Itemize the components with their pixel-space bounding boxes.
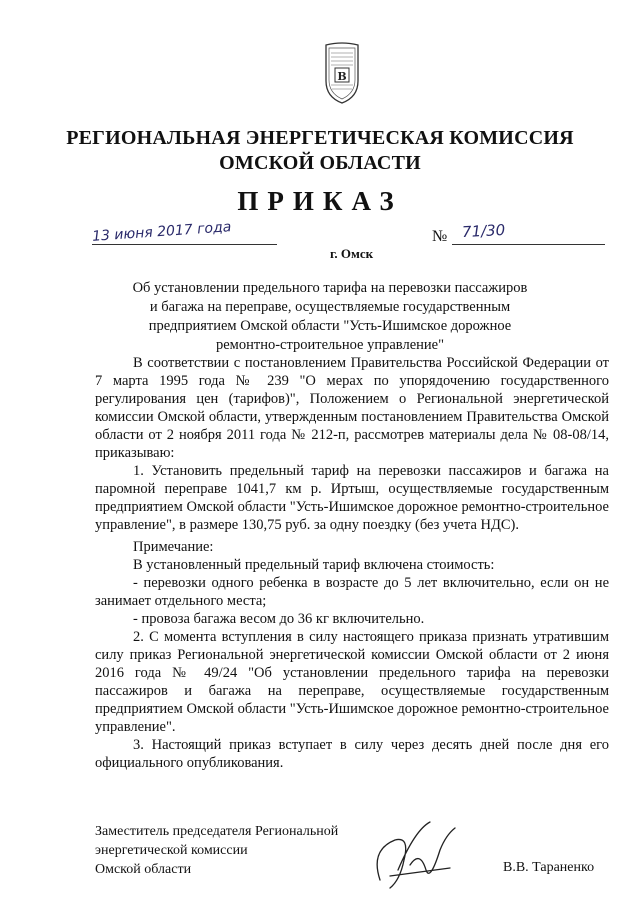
note-item-a: - перевозки одного ребенка в возрасте до 5 лет включительно, если он не занимает отдельного места; bbox=[95, 575, 609, 609]
organization-name-line1: РЕГИОНАЛЬНАЯ ЭНЕРГЕТИЧЕСКАЯ КОМИССИЯ bbox=[66, 127, 574, 149]
svg-text:В: В bbox=[337, 70, 347, 83]
position-line: Заместитель председателя Региональной bbox=[95, 824, 339, 839]
item-2-paragraph: 2. С момента вступления в силу настоящего приказа признать утратившим силу приказ Региональной энергетической комиссии Омской области от 2 июня 2016 года № 49/24 "Об установлении предельного тарифа на перевозки пассажиров и багажа на переправе, осуществляемые государственным предприятием Омской области "Усть-Ишимское дорожное ремонтно-строительное управление". bbox=[95, 629, 609, 735]
coat-of-arms-icon bbox=[321, 41, 363, 105]
signatory-position bbox=[95, 822, 338, 879]
city-label: г. Омск bbox=[330, 246, 374, 261]
number-label: № bbox=[432, 228, 448, 245]
document-subject bbox=[120, 279, 540, 355]
document-date: 13 июня 2017 года bbox=[91, 219, 232, 245]
item-3-paragraph: 3. Настоящий приказ вступает в силу через десять дней после дня его официального опубликования. bbox=[95, 737, 609, 771]
note-item-b: - провоза багажа весом до 36 кг включительно. bbox=[133, 611, 425, 627]
organization-name-line2: ОМСКОЙ ОБЛАСТИ bbox=[219, 152, 421, 174]
date-underline bbox=[92, 244, 277, 245]
note-title: Примечание: bbox=[133, 539, 214, 555]
number-underline bbox=[452, 244, 605, 245]
position-line: Омской области bbox=[95, 862, 192, 877]
preamble-paragraph: В соответствии с постановлением Правительства Российской Федерации от 7 марта 1995 года № 239 "О мерах по упорядочению государственного регулирования цен (тарифов)", Положением о Региональной энергетической комиссии Омской области, утвержденным постановлением Правительства Омской области от 2 ноября 2011 года № 212-п, рассмотрев материалы дела № 08-08/14, приказываю: bbox=[95, 355, 609, 461]
subject-line: предприятием Омской области "Усть-Ишимское дорожное bbox=[148, 318, 512, 334]
document-number: 71/30 bbox=[461, 220, 506, 242]
document-body bbox=[95, 354, 609, 772]
item-1-paragraph: 1. Установить предельный тариф на перевозки пассажиров и багажа на паромной переправе 1041,7 км р. Иртыш, осуществляемые государственным предприятием Омской области "Усть-Ишимское дорожное ремонтно-строительное управление", в размере 130,75 руб. за одну поездку (без учета НДС). bbox=[95, 463, 609, 533]
subject-line: и багажа на переправе, осуществляемые государственным bbox=[149, 299, 511, 315]
subject-line: Об установлении предельного тарифа на перевозки пассажиров bbox=[132, 280, 528, 296]
position-line: энергетической комиссии bbox=[95, 843, 248, 858]
note-intro: В установленный предельный тариф включена стоимость: bbox=[133, 557, 495, 573]
subject-line: ремонтно-строительное управление" bbox=[215, 337, 445, 353]
signatory-name: В.В. Тараненко bbox=[503, 860, 595, 875]
handwritten-signature-icon bbox=[360, 810, 470, 894]
document-type-title: ПРИКАЗ bbox=[237, 186, 403, 216]
